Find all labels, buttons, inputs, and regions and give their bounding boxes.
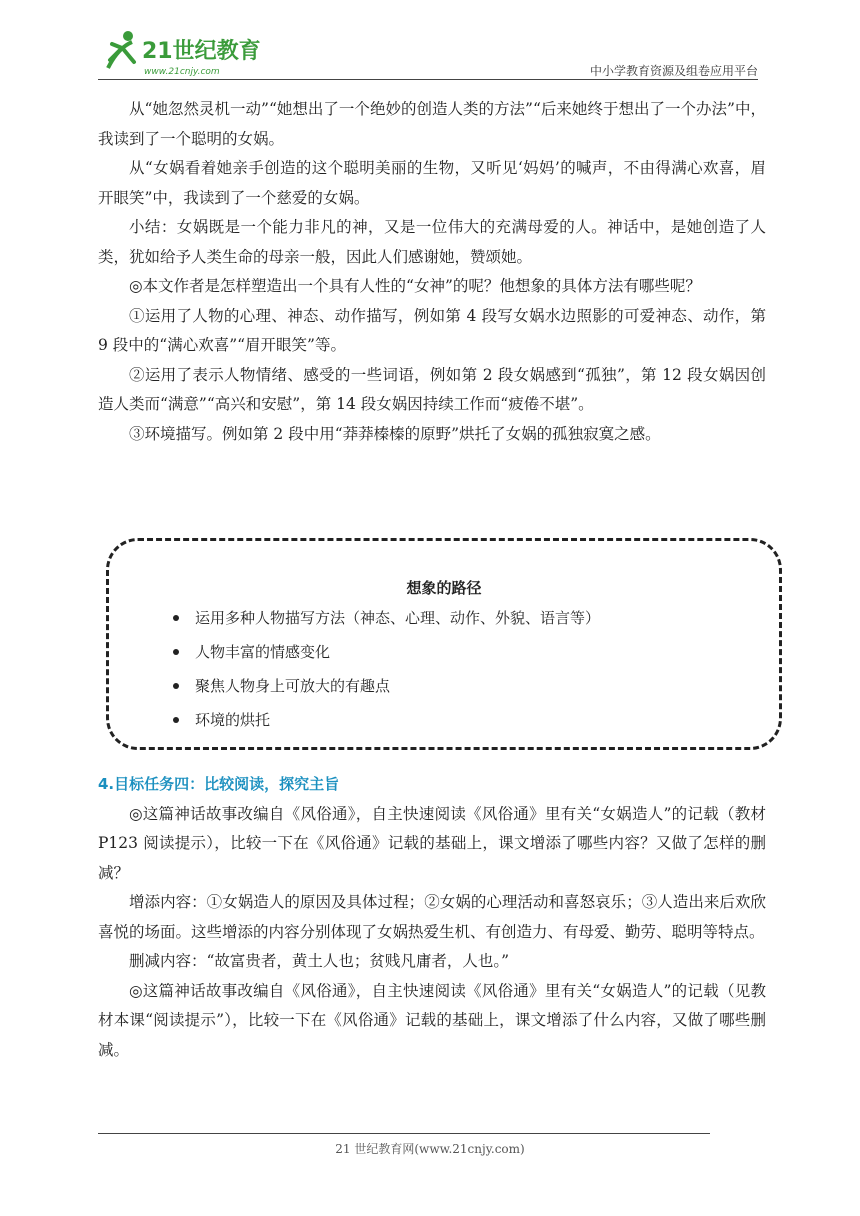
box-list	[171, 601, 600, 737]
page-footer[interactable]: 21 世纪教育网(www.21cnjy.com)	[335, 1142, 525, 1156]
list-item-text: 聚焦人物身上可放大的有趣点	[195, 677, 391, 695]
list-item-text: 环境的烘托	[195, 711, 271, 729]
list-item-text: 人物丰富的情感变化	[195, 643, 331, 661]
paragraph: ◎本文作者是怎样塑造出一个具有人性的“女神”的呢？他想象的具体方法有哪些呢？	[129, 277, 701, 295]
footer-divider	[98, 1133, 710, 1134]
platform-name: 中小学教育资源及组卷应用平台	[589, 64, 758, 78]
svg-text:21世纪教育: 21世纪教育	[142, 39, 261, 64]
bullet-icon	[173, 717, 179, 723]
bullet-icon	[173, 615, 179, 621]
imagination-path-box	[106, 538, 782, 750]
list-item	[171, 601, 600, 635]
main-content	[98, 95, 766, 449]
list-item-text: 运用多种人物描写方法（神态、心理、动作、外貌、语言等）	[195, 609, 601, 627]
paragraph: ②运用了表示人物情绪、感受的一些词语，例如第 2 段女娲感到“孤独”，第 12 段女娲因创造人类而“满意”“高兴和安慰”，第 14 段女娲因持续工作而“疲倦不堪”。	[98, 365, 766, 413]
section-heading: 4.目标任务四：比较阅读，探究主旨	[98, 775, 340, 793]
header-divider	[98, 79, 758, 80]
bullet-icon	[173, 683, 179, 689]
paragraph: 从“她忽然灵机一动”“她想出了一个绝妙的创造人类的方法”“后来她终于想出了一个办法”中，我读到了一个聪明的女娲。	[98, 100, 766, 148]
paragraph: 从“女娲看着她亲手创造的这个聪明美丽的生物，又听见‘妈妈’的喊声，不由得满心欢喜，眉开眼笑”中，我读到了一个慈爱的女娲。	[98, 159, 766, 207]
paragraph: 小结：女娲既是一个能力非凡的神，又是一位伟大的充满母爱的人。神话中，是她创造了人类，犹如给予人类生命的母亲一般，因此人们感谢她，赞颂她。	[98, 218, 766, 266]
paragraph: ①运用了人物的心理、神态、动作描写，例如第 4 段写女娲水边照影的可爱神态、动作，第 9 段中的“满心欢喜”“眉开眼笑”等。	[98, 306, 766, 354]
paragraph: 删减内容：“故富贵者，黄土人也；贫贱凡庸者，人也。”	[129, 952, 510, 970]
runner-logo-icon	[98, 28, 268, 80]
page-header	[98, 28, 758, 82]
list-item	[171, 703, 600, 737]
bullet-icon	[173, 649, 179, 655]
svg-text:www.21cnjy.com: www.21cnjy.com	[144, 67, 220, 77]
section-content	[98, 770, 766, 1065]
paragraph: 增添内容：①女娲造人的原因及具体过程；②女娲的心理活动和喜怒哀乐；③人造出来后欢欣喜悦的场面。这些增添的内容分别体现了女娲热爱生机、有创造力、有母爱、勤劳、聪明等特点。	[98, 893, 766, 941]
paragraph: ◎这篇神话故事改编自《风俗通》，自主快速阅读《风俗通》里有关“女娲造人”的记载（教材 P123 阅读提示），比较一下在《风俗通》记载的基础上，课文增添了哪些内容？又做了怎样的删减？	[98, 804, 766, 882]
list-item	[171, 635, 600, 669]
list-item	[171, 669, 600, 703]
site-logo[interactable]	[98, 28, 268, 80]
paragraph: ③环境描写。例如第 2 段中用“莽莽榛榛的原野”烘托了女娲的孤独寂寞之感。	[129, 424, 661, 443]
paragraph: ◎这篇神话故事改编自《风俗通》，自主快速阅读《风俗通》里有关“女娲造人”的记载（见教材本课“阅读提示”），比较一下在《风俗通》记载的基础上，课文增添了什么内容，又做了哪些删减。	[98, 981, 766, 1059]
box-title: 想象的路径	[406, 579, 482, 597]
